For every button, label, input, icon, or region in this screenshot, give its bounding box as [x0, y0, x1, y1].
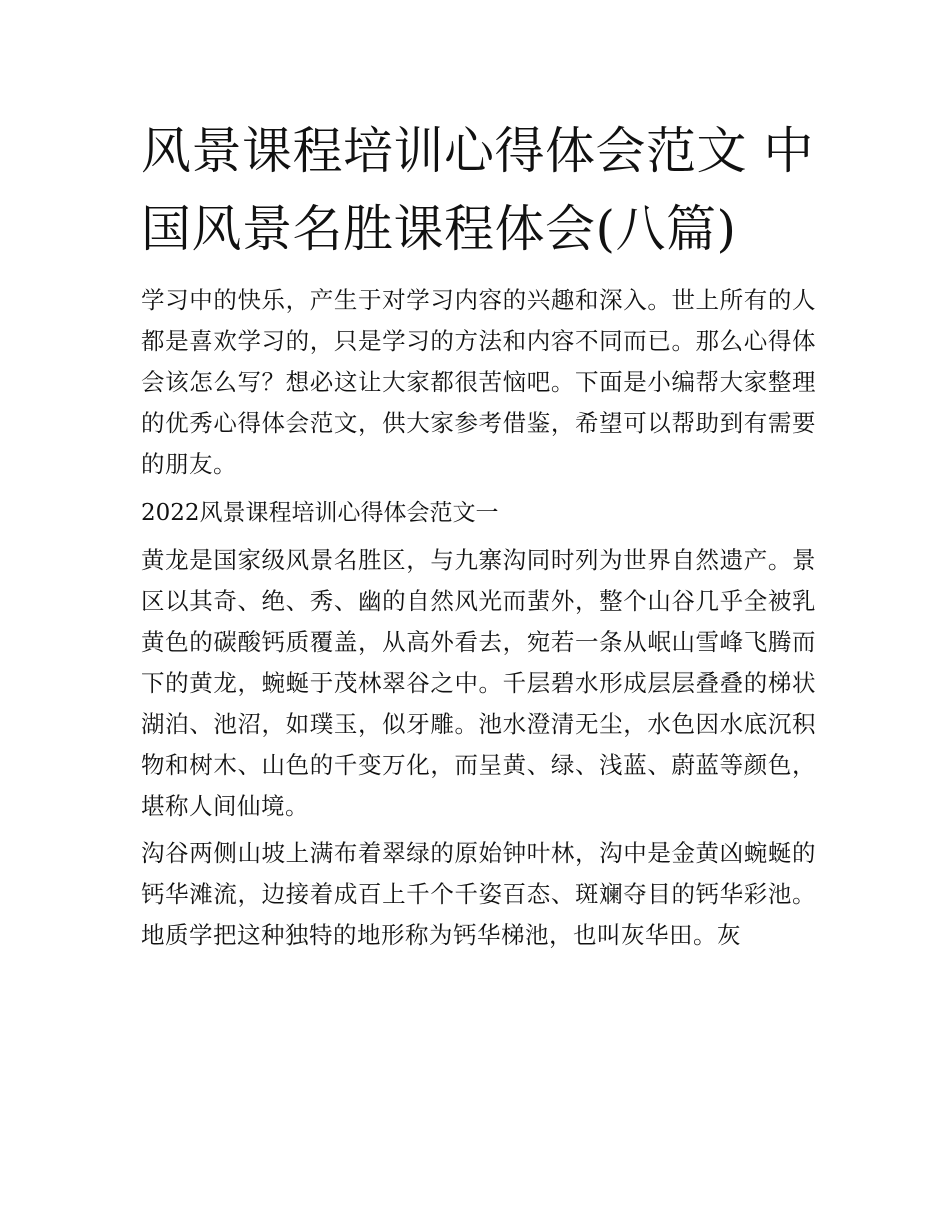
document-body — [141, 280, 816, 956]
section-heading: 2022风景课程培训心得体会范文一 — [141, 500, 499, 526]
body-paragraph-1: 黄龙是国家级风景名胜区，与九寨沟同时列为世界自然遗产。景区以其奇、绝、秀、幽的自然风光而蜚外，整个山谷几乎全被乳黄色的碳酸钙质覆盖，从高外看去，宛若一条从岷山雪峰飞腾而下的黄龙，蜿蜒于茂林翠谷之中。千层碧水形成层层叠叠的梯状湖泊、池沼，如璞玉，似牙雕。池水澄清无尘，水色因水底沉积物和树木、山色的千变万化，而呈黄、绿、浅蓝、蔚蓝等颜色，堪称人间仙境。 — [141, 546, 816, 820]
body-paragraph-2: 沟谷两侧山坡上满布着翠绿的原始钟叶林，沟中是金黄凶蜿蜒的钙华滩流，边接着成百上千个千姿百态、斑斓夺目的钙华彩池。地质学把这种独特的地形称为钙华梯池，也叫灰华田。灰 — [141, 839, 816, 949]
document-title: 风景课程培训心得体会范文 中国风景名胜课程体会(八篇) — [141, 122, 814, 258]
intro-paragraph: 学习中的快乐，产生于对学习内容的兴趣和深入。世上所有的人都是喜欢学习的，只是学习的方法和内容不同而已。那么心得体会该怎么写？想必这让大家都很苦恼吧。下面是小编帮大家整理的优秀心得体会范文，供大家参考借鉴，希望可以帮助到有需要的朋友。 — [141, 286, 816, 478]
